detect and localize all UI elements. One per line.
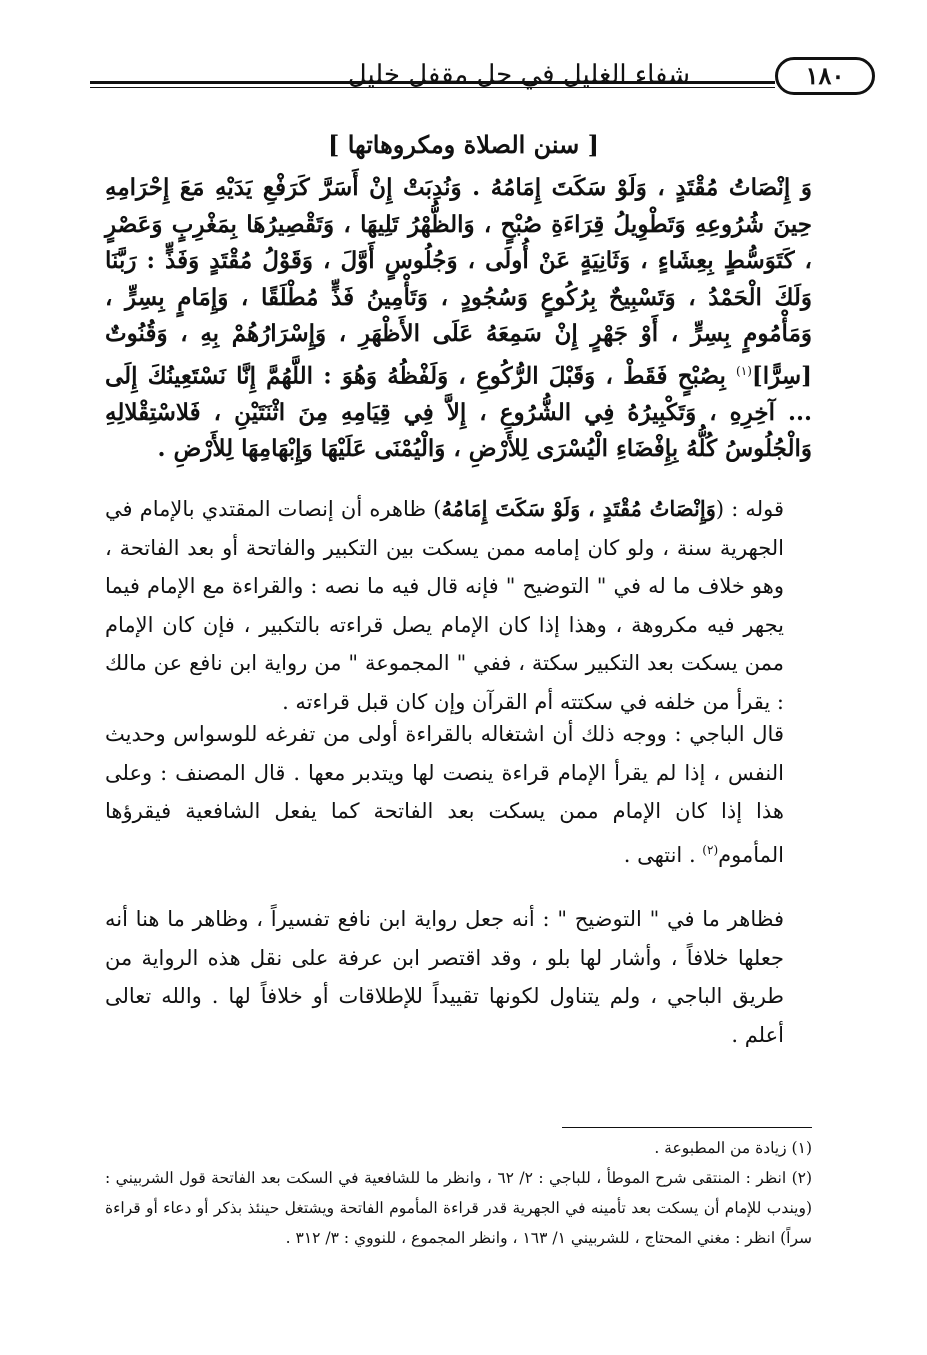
section-title: [ سنن الصلاة ومكروهاتها ] [328,130,599,159]
commentary-text: قال الباجي : ووجه ذلك أن اشتغاله بالقراءة أولى من تفرغه للوسواس وحديث النفس ، إذا لم يقرأ الإمام قراءة ينصت لها ويتدبر معها . قال المصنف : وعلى هذا إذا كان الإمام ممن يسكت بعد الفاتحة كما يفعل الشافعية فيقرؤها المأموم [105,722,784,867]
footnote-2: (٢) انظر : المنتقى شرح الموطأ ، للباجي : ٢/ ٦٢ ، وانظر ما للشافعية في السكت بعد الفاتحة قول الشربيني : (ويندب للإمام أن يسكت بعد تأمينه في الجهرية قدر قراءة المأموم الفاتحة ويشتغل حينئذ بذكر أو دعاء أو قراءة سراً) انظر : مغني المحتاج ، للشربيني ١/ ١٦٣ ، وانظر المجموع ، للنووي : ٣/ ٣١٢ . [105,1169,813,1247]
footnotes [105,1133,812,1253]
commentary-lead: قوله : ( [715,497,784,521]
commentary-text-end: . انتهى . [623,842,703,867]
commentary-quoted-matn: وَإِنْصَاتُ مُقْتَدٍ ، وَلَوْ سَكَتَ إِمَامُهُ [441,496,716,521]
footnote-ref-1: (١) [736,363,752,378]
page-header [90,55,875,101]
commentary-paragraph-3 [105,900,812,1054]
matn-text-part-2: بِصُبْحٍ فَقَطْ ، وَقَبْلَ الرُّكُوعِ ، وَلَفْظُهُ وَهُوَ : اللَّهُمَّ إِنَّا نَسْتَعِينُكَ إِلَى ... آخِرِهِ ، وَتَكْبِيرُهُ فِي الشُّرُوعِ ، إِلاَّ فِي قِيَامِهِ مِنَ اثْنَتَيْنِ ، فَلاسْتِقْلالِهِ وَالْجُلُوسُ كُلُّهُ بِإِفْضَاءِ الْيُسْرَى لِلأَرْضِ ، وَالْيُمْنَى عَلَيْهَا وَإِبْهَامِهَا لِلأَرْضِ . [105,362,812,463]
header-rule [90,81,775,84]
commentary-text: ) ظاهره أن إنصات المقتدي بالإمام في الجهرية سنة ، ولو كان إمامه ممن يسكت بين التكبير والفاتحة أو بعد الفاتحة ، وهو خلاف ما له في " التوضيح " فإنه قال فيه ما نصه : والقراءة مع الإمام فيما يجهر فيه مكروهة ، وهذا إذا كان الإمام يصل قراءته بالتكبير ، فإن كان الإمام ممن يسكت بعد التكبير سكتة ، ففي " المجموعة " من رواية ابن نافع عن مالك : يقرأ من خلفه في سكتته أم القرآن وإن كان قبل قراءته . [105,497,784,714]
footnote-separator [562,1127,812,1128]
page-number: ١٨٠ [775,57,875,95]
header-rule-thin [90,87,775,88]
footnote-ref-2: (٢) [702,842,719,857]
running-title: شفاء الغليل في حل مقفل خليل [347,60,690,90]
commentary-paragraph-2 [105,715,812,874]
matn-text [105,170,812,468]
commentary-paragraph-1 [105,490,812,721]
matn-text-part-1: وَ إِنْصَاتُ مُقْتَدٍ ، وَلَوْ سَكَتَ إِمَامُهُ . وَنُدِبَتْ إِنْ أَسَرَّ كَرَفْعِ يَدَيْهِ مَعَ إِحْرَامِهِ حِينَ شُرُوعِهِ وَتَطْوِيلُ قِرَاءَةِ صُبْحٍ ، وَالظُّهْرُ تَلِيهَا ، وَتَقْصِيرُهَا بِمَغْرِبٍ وَعَصْرٍ ، كَتَوَسُّطٍ بِعِشَاءٍ ، وَثَانِيَةٍ عَنْ أُولَى ، وَجُلُوسٍ أَوَّلَ ، وَقَوْلُ مُقْتَدٍ وَفَذٍّ : رَبَّنَا وَلَكَ الْحَمْدُ ، وَتَسْبِيحٌ بِرُكُوعٍ وَسُجُودٍ ، وَتَأْمِينُ فَذٍّ مُطْلَقًا ، وَإِمَامٍ بِسِرٍّ ، وَمَأْمُومٍ بِسِرٍّ ، أَوْ جَهْرٍ إِنْ سَمِعَهُ عَلَى الأَظْهَرِ ، وَإِسْرَارُهُمْ بِهِ ، وَقُنُوتٌ [سِرًّا] [105,174,812,390]
footnote-1: (١) زيادة من المطبوعة . [654,1139,812,1157]
commentary-text: فظاهر ما في " التوضيح " : أنه جعل رواية ابن نافع تفسيراً ، وظاهر ما هنا أنه جعلها خلافاً ، وأشار لها بلو ، وقد اقتصر ابن عرفة على نقل هذه الرواية من طريق الباجي ، ولم يتناول لكونها تقييداً للإطلاقات أو خلافاً لها . والله تعالى أعلم . [105,907,784,1047]
